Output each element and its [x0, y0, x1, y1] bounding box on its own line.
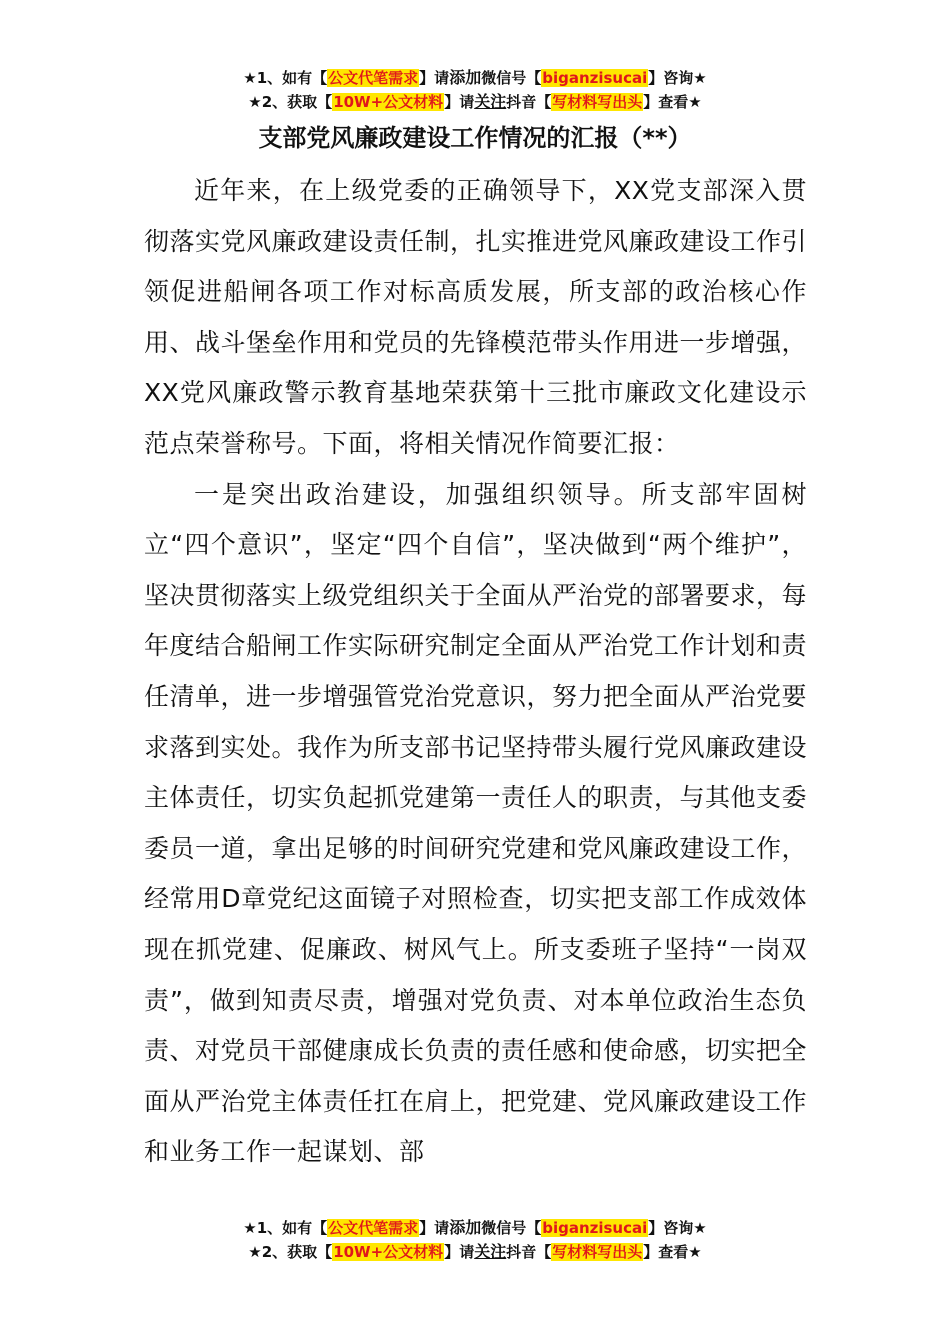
banner-emphasis: 添加 — [449, 1218, 482, 1237]
banner-line-1 — [0, 1216, 950, 1240]
banner-highlight: 10W+公文材料 — [333, 93, 444, 111]
banner-highlight: 10W+公文材料 — [333, 1243, 444, 1261]
banner-line-2 — [0, 1240, 950, 1264]
banner-text: ★1、如有【 — [243, 1219, 328, 1237]
banner-wechat-id: biganzisucai — [542, 1219, 648, 1237]
banner-wechat-id: biganzisucai — [542, 69, 648, 87]
banner-line-2 — [0, 90, 950, 114]
banner-text: 】请 — [444, 93, 475, 111]
banner-text: 微信号【 — [481, 1219, 542, 1237]
banner-text: 】咨询★ — [648, 69, 707, 87]
document-title: 支部党风廉政建设工作情况的汇报（**） — [258, 124, 692, 152]
banner-line-1 — [0, 66, 950, 90]
banner-text: ★1、如有【 — [243, 69, 328, 87]
banner-highlight: 公文代笔需求 — [328, 1219, 419, 1237]
banner-text: 微信号【 — [481, 69, 542, 87]
banner-text: 】请 — [419, 1219, 450, 1237]
paragraph-political-building: 一是突出政治建设，加强组织领导。所支部牢固树立“四个意识”，坚定“四个自信”，坚决做到“两个维护”，坚决贯彻落实上级党组织关于全面从严治党的部署要求，每年度结合船闸工作实际研究制定全面从严治党工作计划和责任清单，进一步增强管党治党意识，努力把全面从严治党要求落到实处。我作为所支部书记坚持带头履行党风廉政建设主体责任，切实负起抓党建第一责任人的职责，与其他支委委员一道，拿出足够的时间研究党建和党风廉政建设工作，经常用D章党纪这面镜子对照检查，切实把支部工作成效体现在抓党建、促廉政、树风气上。所支委班子坚持“一岗双责”，做到知责尽责，增强对党负责、对本单位政治生态负责、对党员干部健康成长负责的责任感和使命感，切实把全面从严治党主体责任扛在肩上，把党建、党风廉政建设工作和业务工作一起谋划、部 — [144, 479, 808, 1167]
banner-emphasis: 关注 — [474, 1242, 507, 1261]
banner-text: 】请 — [444, 1243, 475, 1261]
banner-text: 抖音【 — [506, 93, 552, 111]
banner-emphasis: 添加 — [449, 68, 482, 87]
top-banner — [0, 66, 950, 114]
banner-douyin-account: 写材料写出头 — [552, 1243, 643, 1261]
banner-text: 】请 — [419, 69, 450, 87]
banner-text: ★2、获取【 — [248, 93, 333, 111]
banner-text: 】查看★ — [643, 93, 702, 111]
banner-emphasis: 关注 — [474, 92, 507, 111]
banner-highlight: 公文代笔需求 — [328, 69, 419, 87]
bottom-banner — [0, 1216, 950, 1264]
banner-text: 】查看★ — [643, 1243, 702, 1261]
banner-text: ★2、获取【 — [248, 1243, 333, 1261]
banner-douyin-account: 写材料写出头 — [552, 93, 643, 111]
banner-text: 抖音【 — [506, 1243, 552, 1261]
banner-text: 】咨询★ — [648, 1219, 707, 1237]
paragraph-intro: 近年来，在上级党委的正确领导下，XX党支部深入贯彻落实党风廉政建设责任制，扎实推进党风廉政建设工作引领促进船闸各项工作对标高质发展，所支部的政治核心作用、战斗堡垒作用和党员的先锋模范带头作用进一步增强，XX党风廉政警示教育基地荣获第十三批市廉政文化建设示范点荣誉称号。下面，将相关情况作简要汇报： — [144, 176, 808, 458]
document-body — [144, 166, 807, 1178]
